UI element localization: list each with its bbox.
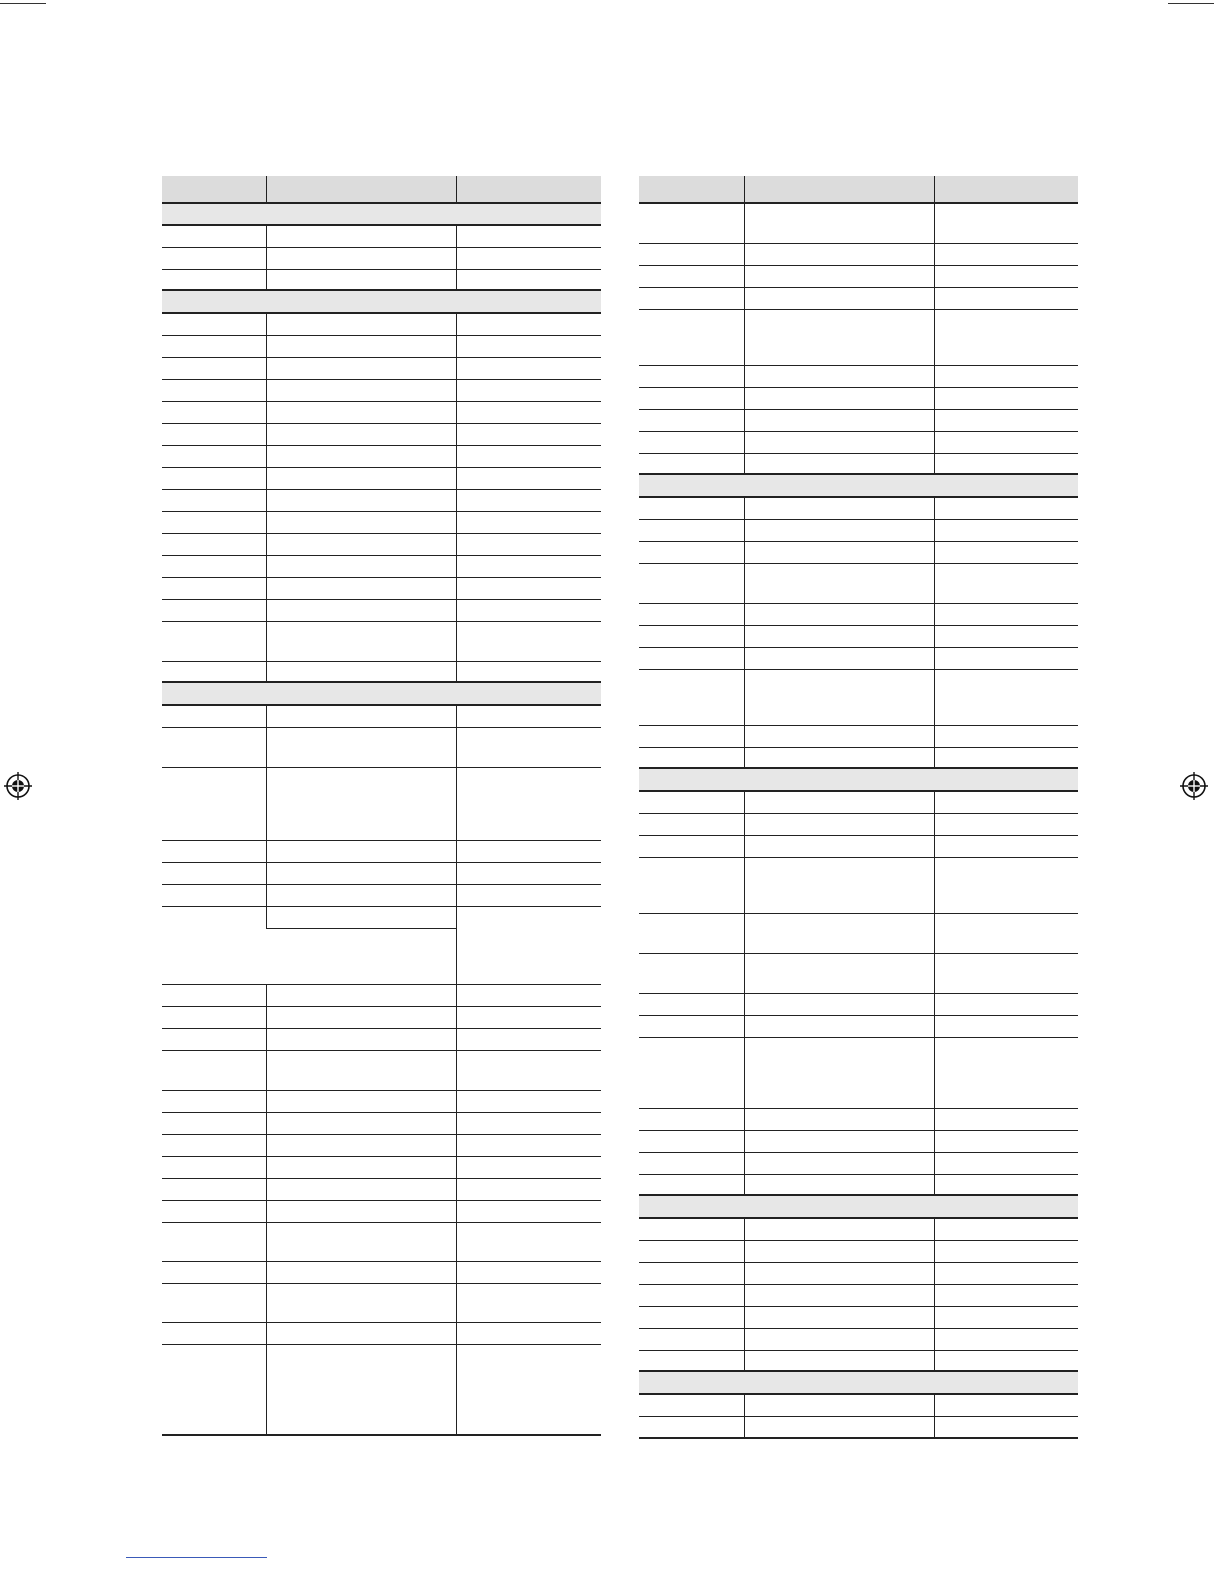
- table-row: [162, 225, 601, 247]
- table-row: [639, 563, 1078, 603]
- table-row: [639, 1218, 1078, 1240]
- header-cell: [639, 176, 744, 203]
- table-row: [162, 1200, 601, 1222]
- right-spec-table: [639, 176, 1078, 1439]
- left-spec-table: [162, 176, 601, 1436]
- table-row: [639, 1328, 1078, 1350]
- table-row: [162, 1222, 601, 1261]
- section-row: [639, 1195, 1078, 1218]
- table-row: [639, 603, 1078, 625]
- table-row: [162, 1261, 601, 1283]
- table-row: [639, 791, 1078, 813]
- table-row: [639, 519, 1078, 541]
- section-row: [639, 1371, 1078, 1394]
- table-row: [162, 1112, 601, 1134]
- table-row: [639, 265, 1078, 287]
- table-row: [162, 423, 601, 445]
- table-row: [639, 309, 1078, 365]
- table-row: [639, 625, 1078, 647]
- table-row: [162, 1156, 601, 1178]
- table-row: [162, 727, 601, 767]
- table-row: [639, 243, 1078, 265]
- table-row: [639, 541, 1078, 563]
- table-row: [639, 203, 1078, 243]
- table-row: [639, 1152, 1078, 1174]
- table-row: [639, 1394, 1078, 1416]
- footer-rule: [126, 1557, 267, 1558]
- table-row: [162, 511, 601, 533]
- table-row: [639, 431, 1078, 453]
- table-row: [162, 884, 601, 906]
- table-row: [639, 365, 1078, 387]
- registration-mark-left-icon: [4, 772, 32, 800]
- table-row: [162, 379, 601, 401]
- table-row: [639, 387, 1078, 409]
- crop-mark-top-left: [0, 3, 46, 4]
- table-row: [162, 767, 601, 840]
- table-row: [162, 621, 601, 661]
- table-row: [162, 401, 601, 423]
- table-header-row: [639, 176, 1078, 203]
- table-row: [162, 1344, 601, 1435]
- section-row: [162, 203, 601, 225]
- table-row: [639, 725, 1078, 747]
- header-cell: [744, 176, 934, 203]
- table-row: [162, 445, 601, 467]
- table-row: [162, 555, 601, 577]
- table-row: [639, 1306, 1078, 1328]
- table-row: [162, 705, 601, 727]
- table-row: [639, 747, 1078, 768]
- table-row: [162, 862, 601, 884]
- table-row: [162, 599, 601, 621]
- table-row: [639, 1174, 1078, 1195]
- table-row: [162, 335, 601, 357]
- header-cell: [456, 176, 601, 203]
- section-row: [639, 474, 1078, 497]
- section-row: [162, 290, 601, 313]
- table-row: [162, 1050, 601, 1090]
- table-row: [639, 1037, 1078, 1108]
- header-cell: [266, 176, 456, 203]
- table-row: [162, 489, 601, 511]
- table-row: [639, 993, 1078, 1015]
- table-row: [162, 1028, 601, 1050]
- table-row: [162, 1006, 601, 1028]
- table-row: [639, 857, 1078, 913]
- section-row: [639, 768, 1078, 791]
- table-row: [162, 313, 601, 335]
- header-cell: [934, 176, 1078, 203]
- table-row: [162, 467, 601, 489]
- table-row: [162, 269, 601, 290]
- section-row: [162, 682, 601, 705]
- table-row: [162, 840, 601, 862]
- table-row: [162, 533, 601, 555]
- table-row: [639, 1240, 1078, 1262]
- table-row: [639, 1130, 1078, 1152]
- table-row: [639, 409, 1078, 431]
- table-row: [639, 497, 1078, 519]
- table-row: [162, 577, 601, 599]
- header-cell: [162, 176, 266, 203]
- registration-mark-right-icon: [1180, 772, 1208, 800]
- table-row: [639, 287, 1078, 309]
- table-row: [162, 1283, 601, 1322]
- table-row: [639, 835, 1078, 857]
- table-row: [162, 1322, 601, 1344]
- table-row: [162, 984, 601, 1006]
- table-row: [162, 906, 601, 928]
- table-row: [162, 247, 601, 269]
- table-row: [162, 1090, 601, 1112]
- table-row: [162, 357, 601, 379]
- table-header-row: [162, 176, 601, 203]
- table-row: [639, 1262, 1078, 1284]
- table-row: [162, 1134, 601, 1156]
- table-row: [162, 1178, 601, 1200]
- table-row: [639, 1350, 1078, 1371]
- table-row: [639, 953, 1078, 993]
- crop-mark-top-right: [1168, 3, 1214, 4]
- table-row: [639, 1015, 1078, 1037]
- table-row: [639, 647, 1078, 669]
- table-row: [162, 661, 601, 682]
- table-row: [639, 813, 1078, 835]
- table-row: [639, 1284, 1078, 1306]
- table-row: [639, 1416, 1078, 1438]
- table-row: [639, 1108, 1078, 1130]
- table-row: [639, 913, 1078, 953]
- table-row: [639, 453, 1078, 474]
- table-row: [639, 669, 1078, 725]
